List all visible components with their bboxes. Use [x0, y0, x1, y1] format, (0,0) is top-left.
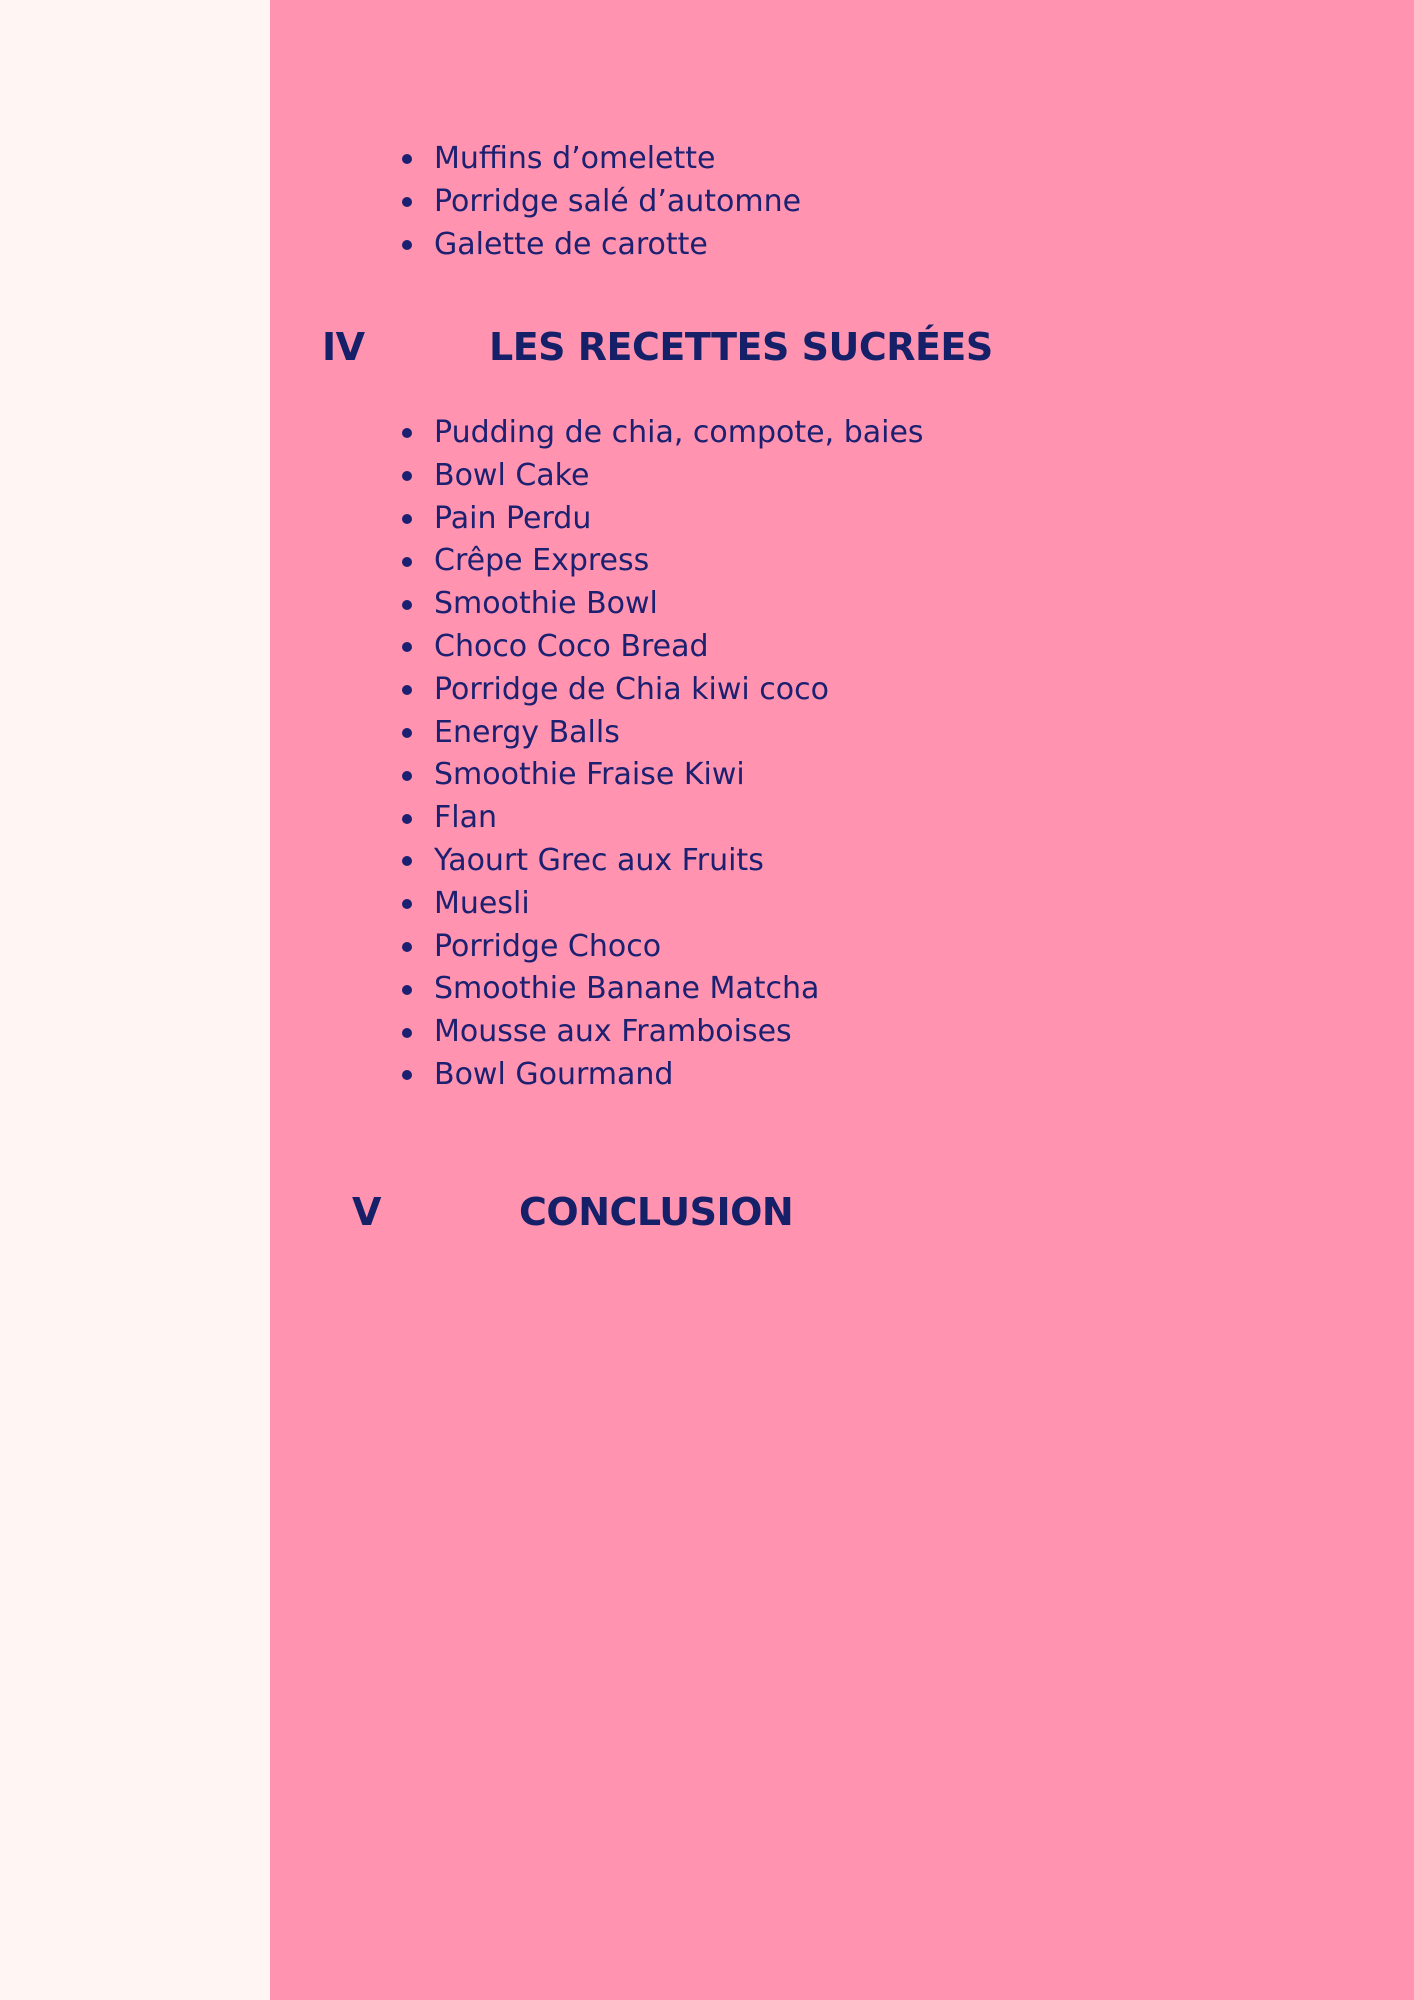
list-item: Yaourt Grec aux Fruits	[434, 840, 924, 883]
list-item: Muffins d’omelette	[434, 138, 801, 181]
section-title: LES RECETTES SUCRÉES	[489, 325, 993, 369]
list-item: Pudding de chia, compote, baies	[434, 412, 924, 455]
list-item: Bowl Gourmand	[434, 1054, 924, 1097]
list-item: Pain Perdu	[434, 498, 924, 541]
list-item: Flan	[434, 797, 924, 840]
sweet-recipe-list	[434, 412, 924, 1097]
list-item: Smoothie Fraise Kiwi	[434, 754, 924, 797]
section-number: V	[352, 1190, 381, 1234]
section-title: CONCLUSION	[519, 1190, 794, 1234]
list-item: Smoothie Bowl	[434, 583, 924, 626]
list-item: Porridge Choco	[434, 926, 924, 969]
list-item: Mousse aux Framboises	[434, 1011, 924, 1054]
list-item: Smoothie Banane Matcha	[434, 968, 924, 1011]
section-number: IV	[322, 325, 365, 369]
list-item: Porridge salé d’automne	[434, 181, 801, 224]
list-item: Porridge de Chia kiwi coco	[434, 669, 924, 712]
list-item: Muesli	[434, 883, 924, 926]
list-item: Choco Coco Bread	[434, 626, 924, 669]
savory-recipe-list	[434, 138, 801, 266]
list-item: Galette de carotte	[434, 224, 801, 267]
list-item: Bowl Cake	[434, 455, 924, 498]
page-left-margin	[0, 0, 270, 2000]
list-item: Crêpe Express	[434, 540, 924, 583]
list-item: Energy Balls	[434, 712, 924, 755]
